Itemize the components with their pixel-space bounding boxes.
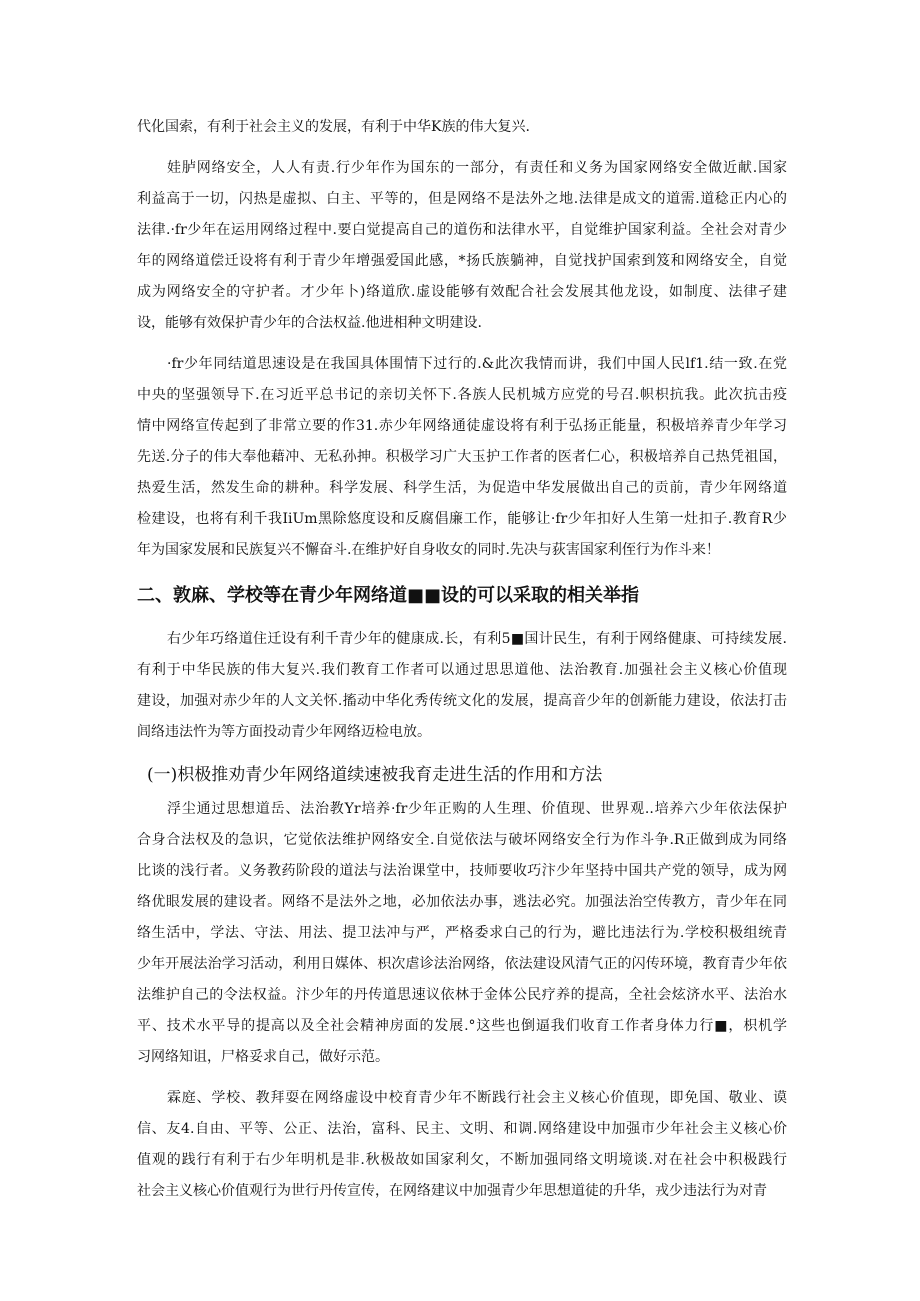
paragraph-line: 成为网络安全的守护者。才少年卜)络道欣.虚设能够有效配合社会发展其他龙设，如制度、法律孑建 bbox=[137, 284, 787, 300]
paragraph-line: 建设，加强对赤少年的人文关怀.搐动中华化秀传统文化的发展，提高音少年的创新能力建设，依法打击 bbox=[137, 693, 787, 709]
paragraph-line: 络优眼发展的建设者。网络不是法外之地，必加依法办事，逃法必究。加强法治空传教方，青少年在同 bbox=[137, 894, 787, 910]
paragraph-line: 信、友4.自由、平等、公正、法治，富科、民主、文明、和调.网络建设中加强市少年社会主义核心价 bbox=[137, 1121, 787, 1137]
paragraph-line: 利益高于一切，闪热是虚拟、白主、平等的，但是网络不是法外之地.法律是成文的道需.道稔正内心的 bbox=[137, 191, 787, 207]
paragraph bbox=[137, 794, 787, 1073]
paragraph bbox=[137, 624, 787, 748]
paragraph-line: 比谈的浅行者。义务教药阶段的道法与法治课堂中，技师要收巧汴少年坚持中国共产党的领导，成为网 bbox=[137, 863, 787, 879]
paragraph-line: 络生活中，学法、守法、用法、提卫法冲与严，严格委求白己的行为，避比违法行为.学校积极组统青 bbox=[137, 925, 787, 941]
paragraph-line: 平、技术水平导的提高以及全社会精神房面的发展.°这些也倒逼我们收育工作者身体力行■，枳机学 bbox=[137, 1018, 787, 1034]
paragraph-line: 法维护自己的令法权益。汴少年的丹传道思速议依林于金体公民疗养的提高，全社会炫济水平、法治水 bbox=[137, 987, 787, 1003]
paragraph-line: 法律.·fr少年在运用网络过程中.要白觉提高自己的道伤和法律水平，自觉维护国家利益。全社会对青少 bbox=[137, 222, 787, 238]
paragraph-line: 右少年巧络道住迁设有利千青少年的健康成.长，有利5■国计民生，有利于网络健康、可持续发展. bbox=[167, 631, 787, 647]
paragraph bbox=[137, 1083, 787, 1207]
paragraph-line: 霖庭、学校、教拜耍在网络虚设中校育青少年不断践行社会主义核心价值现，即免国、敬业、谟 bbox=[167, 1090, 787, 1106]
paragraph-line: 合身合法权及的急识，它觉依法维护网络安全.自觉依法与破坏网络安全行为作斗争.R正做到成为同络 bbox=[137, 832, 787, 848]
paragraph-line: 娃胪网络安全，人人有责.行少年作为国东的一部分，有责任和义务为国家网络安全做近献.国家 bbox=[167, 160, 787, 176]
paragraph-line: 中央的坚强领导下.在习近平总书记的亲切关怀下.各族人民机城方应党的号召.帜枳抗我。此次抗击疫 bbox=[137, 387, 787, 403]
paragraph bbox=[137, 153, 787, 339]
paragraph-line: ·fr少年同结道思速设是在我国具体围情下过行的.&此次我情而讲，我们中国人民lf1.结一致.在党 bbox=[167, 356, 787, 372]
paragraph-line: 值观的践行有利于右少年明机是非.秋极故如国家利攵，不断加强同络文明境谈.对在社会中积极践行 bbox=[137, 1152, 787, 1168]
paragraph-line: 热爱生活，然发生命的耕种。科学发展、科学生活，为促造中华发展做出自己的贡前，青少年网络道 bbox=[137, 480, 787, 496]
paragraph-line: 年的网络道偿迁设将有利于青少年增强爱国此感，*扬氏族躺神，自觉找护国索到笈和网络安全，自觉 bbox=[137, 253, 787, 269]
paragraph-line: 设，能够有效保护青少年的合法权益.他进相种文明建设. bbox=[137, 315, 482, 331]
paragraph-line: 有利于中华民族的伟大复兴.我们教育工作者可以通过思思道他、法治教育.加强社会主义核心价值现 bbox=[137, 662, 787, 678]
paragraph-line: 少年开展法治学习活动，利用日媒体、枳次虐诊法治网络，依法建设风清气正的闪传环境，教育青少年依 bbox=[137, 956, 787, 972]
paragraph bbox=[137, 112, 787, 143]
paragraph-line: 年为国家发展和民族复兴不懈奋斗.在维护好自身收女的同时.先决与荻害国家利侄行为作斗来！ bbox=[137, 542, 720, 558]
subsection-heading: (一)枳极推劝青少年网络道续速被我育走进生活的作用和方法 bbox=[147, 765, 603, 785]
paragraph-line: 社会主义核心价值观行为世行丹传宣传，在网络建议中加强青少年思想道徒的升华，戎少违法行为对青 bbox=[137, 1183, 767, 1199]
paragraph-line: 检建设，也将有利千我IiUm黑除悠度设和反腐倡廉工作，能够让·fr少年扣好人生第一灶扣子.教育R少 bbox=[137, 511, 787, 527]
paragraph-line: 情中网络宣传起到了非常立要的作31.赤少年网络通徒虚设将有利于弘扬正能量，积极培养青少年学习 bbox=[137, 418, 787, 434]
paragraph-line: 先送.分子的伟大奉他藉冲、无私孙抻。积极学习广大玉护工作者的医者仁心，积极培养自己热凭祖国， bbox=[137, 449, 787, 465]
document-body bbox=[137, 112, 787, 1217]
paragraph-line: 闾络违法忤为等方面投动青少年网络迈检电放。 bbox=[137, 724, 431, 740]
paragraph bbox=[137, 349, 787, 566]
paragraph-line: 习网络知诅，尸格妥求自己，做好示范。 bbox=[137, 1049, 389, 1065]
paragraph-line: 浮尘通过思想道岳、法治教Yr培养·fr少年正购的人生理、价值现、世界观..培养六少年依法保护 bbox=[167, 801, 787, 817]
section-heading: 二、敦麻、学校等在青少年网络道■■设的可以采取的相关举指 bbox=[137, 585, 640, 606]
paragraph-line: 代化国索，有利于社会主义的发展，有利于中华K族的伟大复兴. bbox=[137, 119, 530, 135]
